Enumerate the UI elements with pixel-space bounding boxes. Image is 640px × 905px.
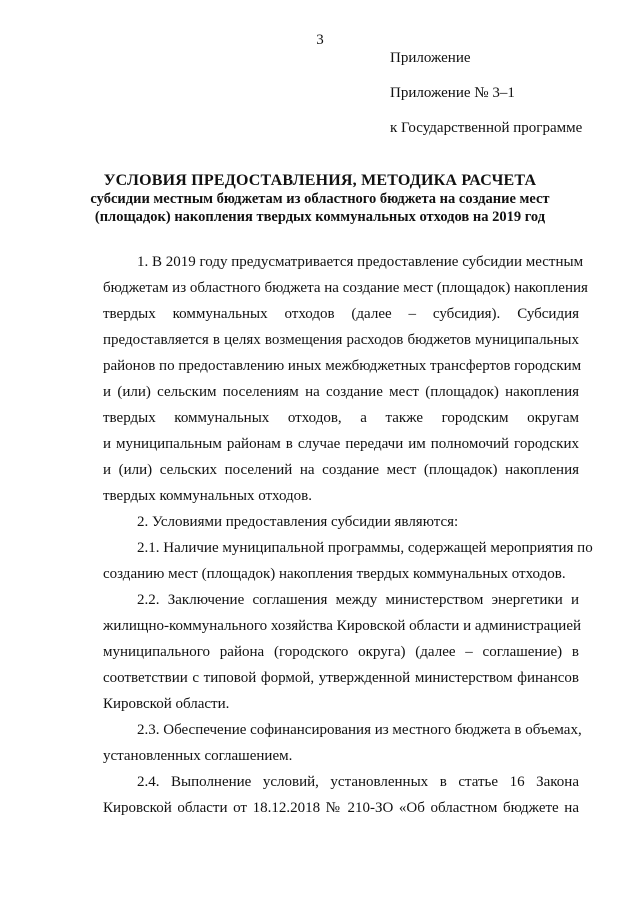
body-line: и (или) сельским поселениям на создание мест (площадок) накопления	[103, 384, 579, 400]
body-line: и муниципальным районам в случае передачи им полномочий городских	[103, 436, 579, 452]
body-line: соответствии с типовой формой, утвержденной министерством финансов	[103, 670, 579, 686]
body-line: твердых коммунальных отходов, а также городским округам	[103, 410, 579, 426]
body-line: твердых коммунальных отходов (далее – субсидия). Субсидия	[103, 306, 579, 322]
appendix-number: Приложение № 3–1	[390, 85, 515, 101]
body-line: бюджетам из областного бюджета на создание мест (площадок) накопления	[103, 280, 588, 296]
body-line: 1. В 2019 году предусматривается предоставление субсидии местным	[137, 254, 584, 270]
page-number: 3	[316, 32, 324, 48]
body-line: предоставляется в целях возмещения расходов бюджетов муниципальных	[103, 332, 579, 348]
body-line: жилищно-коммунального хозяйства Кировской области и администрацией	[103, 618, 582, 634]
body-line: муниципального района (городского округа) (далее – соглашение) в	[103, 644, 579, 660]
appendix-program-reference: к Государственной программе	[390, 120, 583, 136]
document-title: УСЛОВИЯ ПРЕДОСТАВЛЕНИЯ, МЕТОДИКА РАСЧЕТА	[103, 172, 537, 189]
document-subtitle-line-2: (площадок) накопления твердых коммунальных отходов на 2019 год	[94, 209, 546, 225]
appendix-label: Приложение	[390, 50, 471, 66]
body-line: Кировской области.	[103, 696, 230, 712]
body-line: 2.2. Заключение соглашения между министерством энергетики и	[137, 592, 579, 608]
body-line: 2. Условиями предоставления субсидии являются:	[137, 514, 459, 530]
body-line: 2.3. Обеспечение софинансирования из местного бюджета в объемах,	[137, 722, 582, 738]
body-line: районов по предоставлению иных межбюджетных трансфертов городским	[103, 358, 582, 374]
body-line: и (или) сельских поселений на создание мест (площадок) накопления	[103, 462, 579, 478]
body-line: созданию мест (площадок) накопления твердых коммунальных отходов.	[103, 566, 566, 582]
document-subtitle-line-1: субсидии местным бюджетам из областного бюджета на создание мест	[90, 191, 550, 207]
body-line: 2.1. Наличие муниципальной программы, содержащей мероприятия по	[137, 540, 593, 556]
body-line: твердых коммунальных отходов.	[103, 488, 313, 504]
body-line: Кировской области от 18.12.2018 № 210-ЗО «Об областном бюджете на	[103, 800, 579, 816]
body-line: установленных соглашением.	[103, 748, 293, 764]
body-line: 2.4. Выполнение условий, установленных в статье 16 Закона	[137, 774, 579, 790]
